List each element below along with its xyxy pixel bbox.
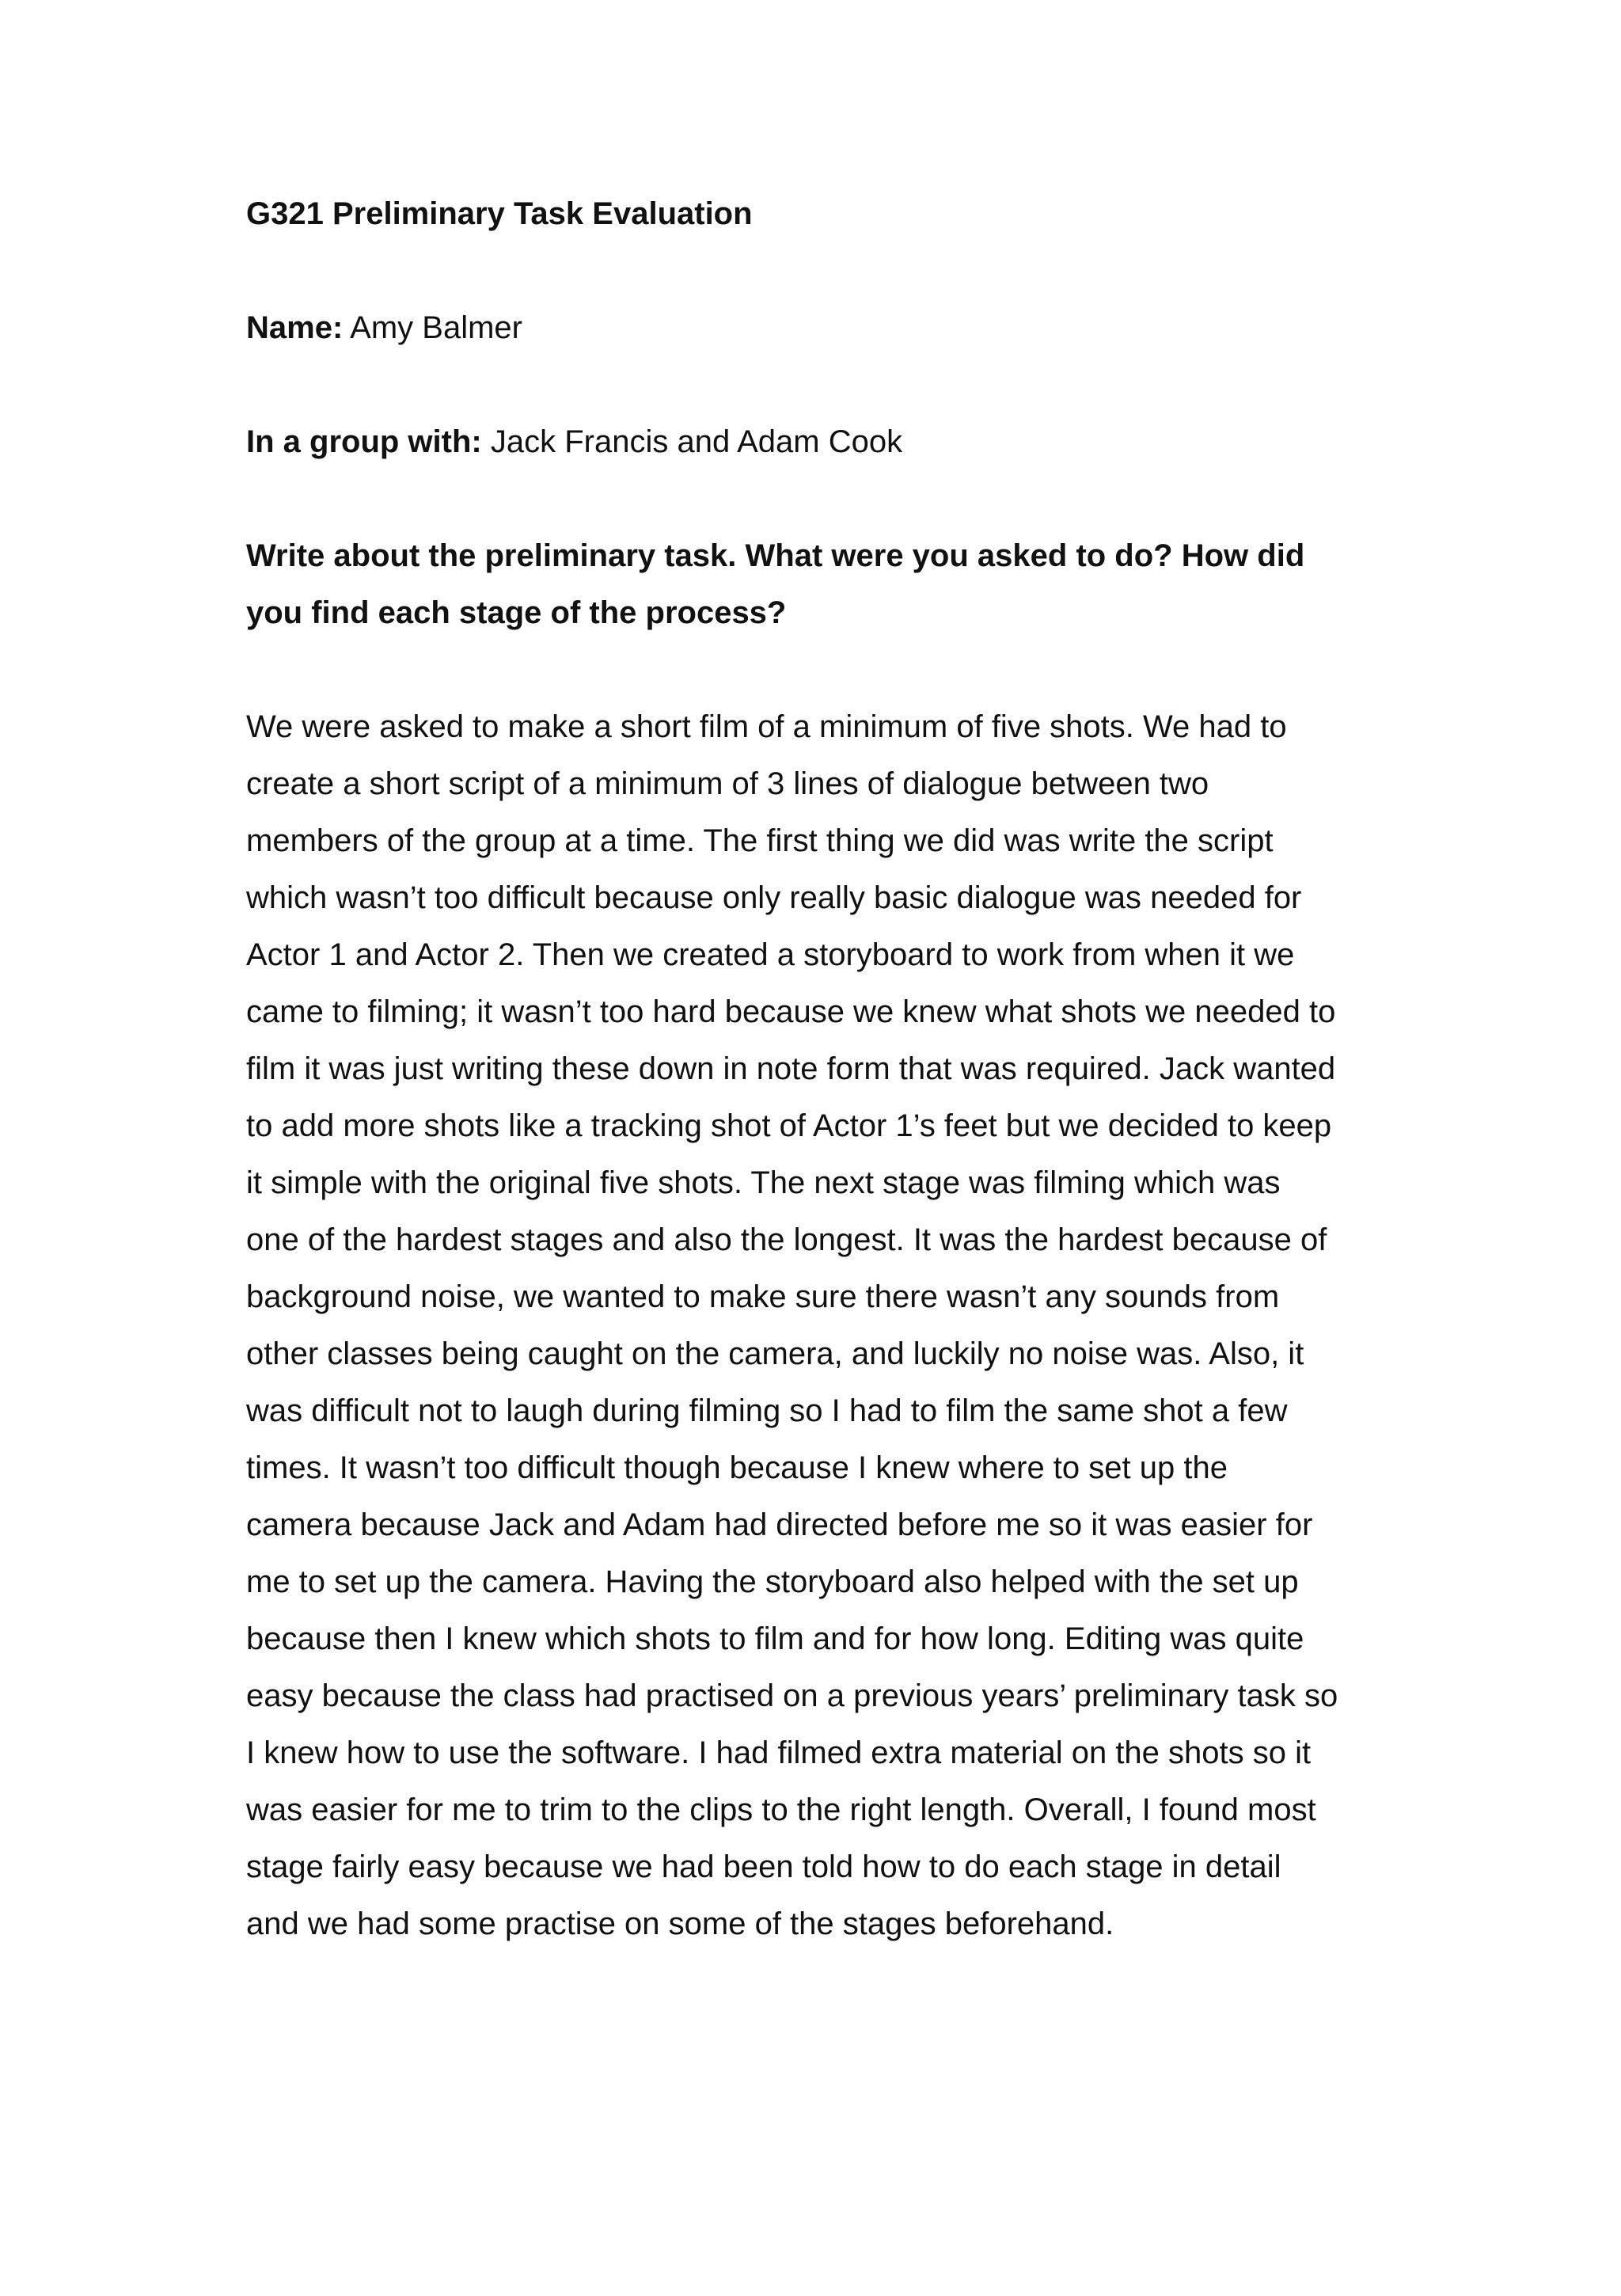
answer-line: and we had some practise on some of the stages beforehand. bbox=[246, 1906, 1114, 1941]
answer-line: easy because the class had practised on a previous years’ preliminary task so bbox=[246, 1678, 1338, 1713]
answer-line: background noise, we wanted to make sure there wasn’t any sounds from bbox=[246, 1279, 1280, 1314]
answer-line: create a short script of a minimum of 3 lines of dialogue between two bbox=[246, 766, 1209, 801]
answer-line: me to set up the camera. Having the storyboard also helped with the set up bbox=[246, 1564, 1299, 1599]
answer-line: We were asked to make a short film of a minimum of five shots. We had to bbox=[246, 709, 1287, 744]
answer-line: it simple with the original five shots. The next stage was filming which was bbox=[246, 1165, 1281, 1200]
name-field bbox=[246, 299, 1433, 356]
answer-line: camera because Jack and Adam had directed before me so it was easier for bbox=[246, 1507, 1313, 1542]
answer-line: times. It wasn’t too difficult though because I knew where to set up the bbox=[246, 1450, 1228, 1485]
group-label: In a group with: bbox=[246, 424, 482, 459]
group-field bbox=[246, 413, 1433, 470]
answer-line: came to filming; it wasn’t too hard because we knew what shots we needed to bbox=[246, 994, 1336, 1029]
answer-paragraph bbox=[246, 698, 1433, 1952]
document-title: G321 Preliminary Task Evaluation bbox=[246, 196, 753, 231]
answer-line: one of the hardest stages and also the longest. It was the hardest because of bbox=[246, 1222, 1327, 1257]
answer-line: was easier for me to trim to the clips to the right length. Overall, I found most bbox=[246, 1792, 1316, 1827]
answer-line: other classes being caught on the camera, and luckily no noise was. Also, it bbox=[246, 1336, 1304, 1371]
name-label: Name: bbox=[246, 310, 344, 345]
name-value: Amy Balmer bbox=[350, 310, 522, 345]
answer-line: film it was just writing these down in note form that was required. Jack wanted bbox=[246, 1051, 1336, 1086]
answer-line: I knew how to use the software. I had filmed extra material on the shots so it bbox=[246, 1735, 1312, 1770]
answer-line: because then I knew which shots to film and for how long. Editing was quite bbox=[246, 1621, 1304, 1656]
answer-line: members of the group at a time. The first thing we did was write the script bbox=[246, 823, 1274, 858]
question-line: Write about the preliminary task. What were you asked to do? How did bbox=[246, 538, 1305, 573]
answer-line: stage fairly easy because we had been told how to do each stage in detail bbox=[246, 1849, 1281, 1884]
answer-line: was difficult not to laugh during filming so I had to film the same shot a few bbox=[246, 1393, 1288, 1428]
question-line: you find each stage of the process? bbox=[246, 595, 787, 630]
question-heading bbox=[246, 527, 1433, 641]
group-value: Jack Francis and Adam Cook bbox=[490, 424, 903, 459]
answer-line: Actor 1 and Actor 2. Then we created a storyboard to work from when it we bbox=[246, 937, 1295, 972]
answer-line: to add more shots like a tracking shot of Actor 1’s feet but we decided to keep bbox=[246, 1108, 1332, 1143]
answer-line: which wasn’t too difficult because only really basic dialogue was needed for bbox=[246, 880, 1302, 915]
